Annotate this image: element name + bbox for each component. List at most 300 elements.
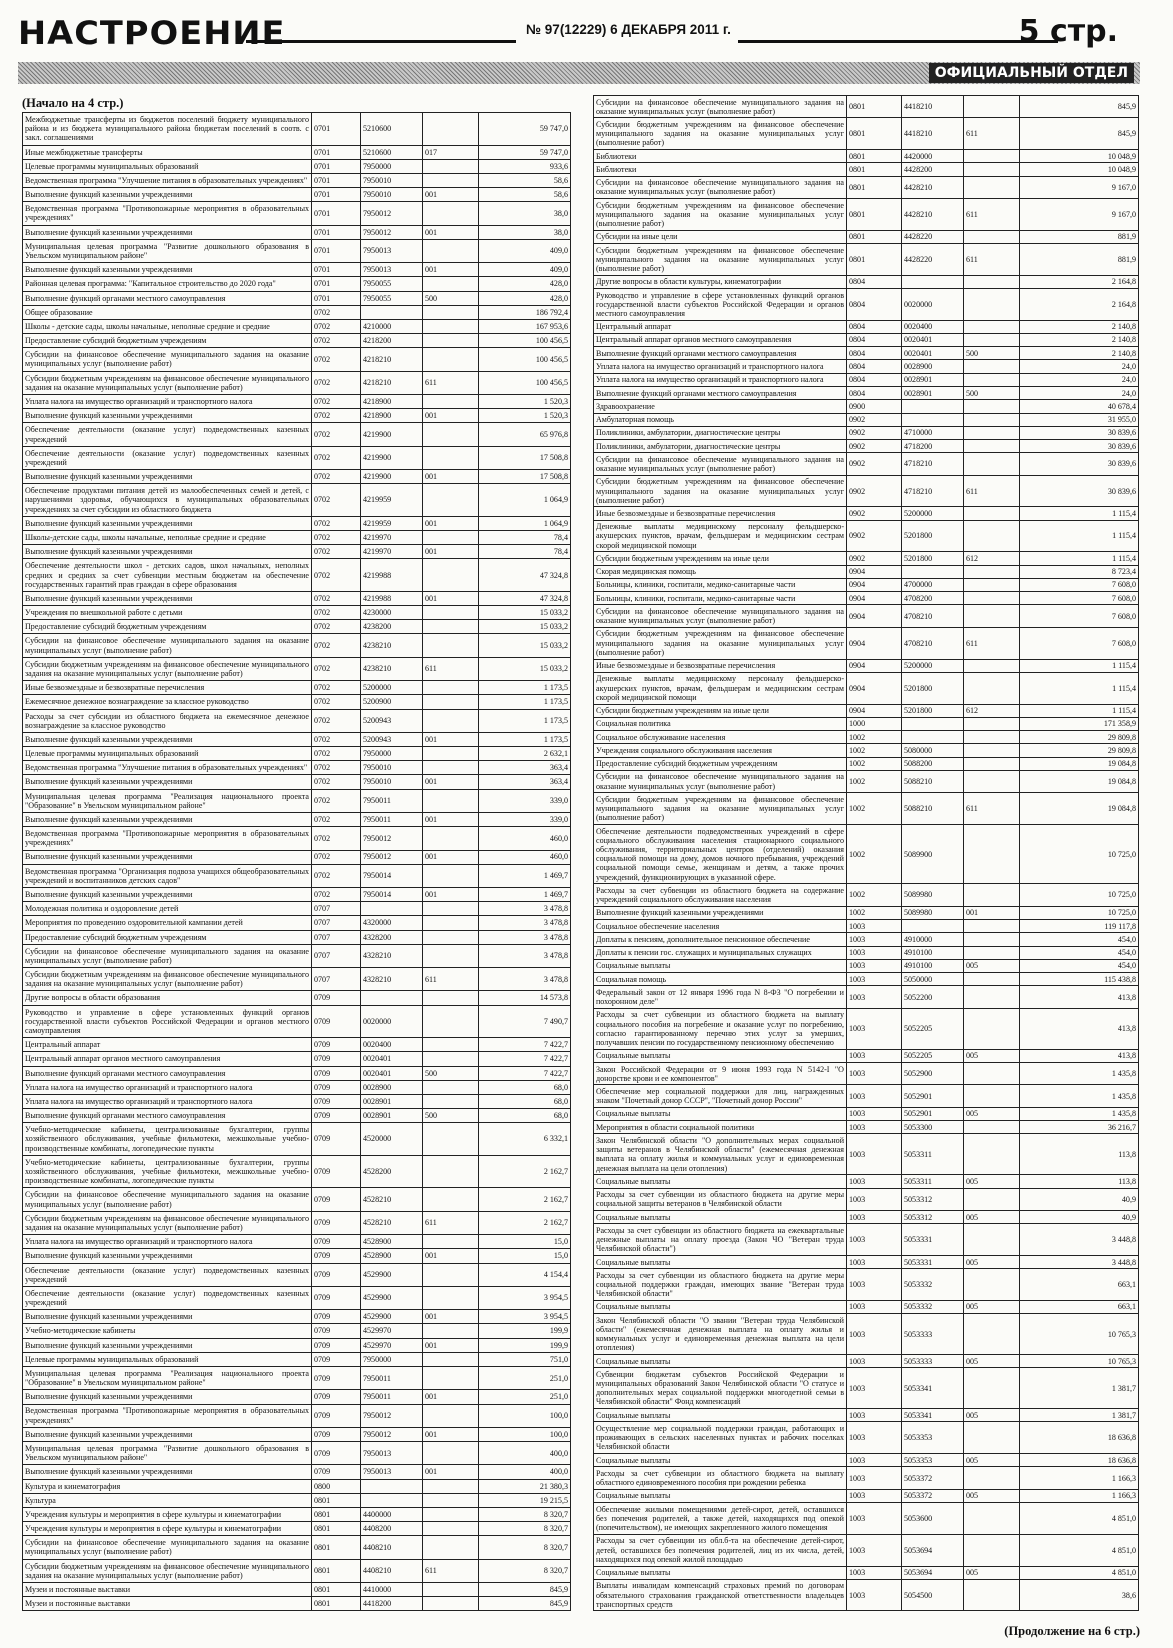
- expense-type: [964, 453, 1020, 475]
- target-code: 4708210: [902, 627, 964, 659]
- expense-type: [423, 1583, 479, 1597]
- expense-type: 001: [423, 188, 479, 202]
- amount: 1 469,7: [479, 888, 571, 902]
- row-name: Выполнение функций казенными учреждениями: [23, 1465, 312, 1479]
- expense-type: [964, 933, 1020, 946]
- row-name: Учреждения культуры и мероприятия в сфере культуры и кинематографии: [23, 1507, 312, 1521]
- section-code: 1003: [847, 933, 902, 946]
- target-code: 4529900: [361, 1263, 423, 1286]
- target-code: 5201800: [902, 704, 964, 717]
- row-name: Осуществление мер социальной поддержки граждан, работающих и проживающих в сельских населенных пунктах и рабочих поселках Челябинской области: [594, 1422, 847, 1454]
- row-name: Молодежная политика и оздоровление детей: [23, 902, 312, 916]
- amount: 3 478,8: [479, 916, 571, 930]
- table-row: [23, 516, 571, 530]
- expense-type: [964, 770, 1020, 792]
- section-code: 0801: [847, 176, 902, 198]
- target-code: 0020401: [902, 333, 964, 346]
- table-row: [594, 757, 1139, 770]
- table-row: [23, 1235, 571, 1249]
- section-code: 0702: [312, 888, 361, 902]
- row-name: Социальные выплаты: [594, 1211, 847, 1224]
- section-code: 0702: [312, 484, 361, 517]
- amount: 15,0: [479, 1249, 571, 1263]
- table-row: [594, 520, 1139, 552]
- table-row: [23, 620, 571, 634]
- amount: 58,6: [479, 188, 571, 202]
- amount: 31 955,0: [1020, 413, 1139, 426]
- row-name: Руководство и управление в сфере установленных функций органов государственной власти субъектов Российской Федерации и органов местного самоуправления: [594, 289, 847, 321]
- amount: 1 520,3: [479, 409, 571, 423]
- amount: 4 154,4: [479, 1263, 571, 1286]
- table-row: [23, 991, 571, 1005]
- row-name: Расходы за счет субвенции из областного бюджета на другие меры социальной защиты ветеранов в Челябинской области: [594, 1188, 847, 1210]
- amount: 100,0: [479, 1427, 571, 1441]
- target-code: [902, 717, 964, 730]
- section-code: 0900: [847, 400, 902, 413]
- row-name: Музеи и постоянные выставки: [23, 1597, 312, 1611]
- section-code: 1003: [847, 1175, 902, 1188]
- target-code: 5200000: [902, 507, 964, 520]
- amount: 1 115,4: [1020, 520, 1139, 552]
- amount: 409,0: [479, 263, 571, 277]
- section-code: 0709: [312, 1080, 361, 1094]
- table-row: [23, 530, 571, 544]
- table-row: [23, 470, 571, 484]
- row-name: Субсидии на финансовое обеспечение муниципального задания на оказание муниципальных услуг (выполнение работ): [23, 1188, 312, 1211]
- section-code: 0709: [312, 1366, 361, 1389]
- row-name: Субсидии бюджетным учреждениям на иные цели: [594, 552, 847, 565]
- expense-type: [964, 507, 1020, 520]
- amount: 40,9: [1020, 1188, 1139, 1210]
- expense-type: [423, 709, 479, 732]
- target-code: 7950012: [361, 225, 423, 239]
- amount: 1 435,8: [1020, 1085, 1139, 1107]
- expense-type: [964, 320, 1020, 333]
- row-name: Субсидии на финансовое обеспечение муниципального задания на оказание муниципальных услуг (выполнение работ): [594, 453, 847, 475]
- table-row: [23, 173, 571, 187]
- target-code: 7950011: [361, 1390, 423, 1404]
- amount: 30 839,6: [1020, 440, 1139, 453]
- amount: 1 173,5: [479, 695, 571, 709]
- target-code: 5050000: [902, 973, 964, 986]
- section-code: 0804: [847, 373, 902, 386]
- row-name: Муниципальная целевая программа "Развитие дошкольного образования в Увельском муниципальном районе": [23, 1442, 312, 1465]
- row-name: Центральный аппарат: [594, 320, 847, 333]
- row-name: Учебно-методические кабинеты: [23, 1324, 312, 1338]
- target-code: 5200000: [902, 659, 964, 672]
- table-row: [23, 202, 571, 225]
- expense-type: 001: [423, 409, 479, 423]
- section-code: 0804: [847, 387, 902, 400]
- amount: 19 084,8: [1020, 793, 1139, 825]
- table-row: [594, 552, 1139, 565]
- row-name: Социальные выплаты: [594, 1300, 847, 1313]
- row-name: Доплаты к пенсиям, дополнительное пенсионное обеспечение: [594, 933, 847, 946]
- row-name: Выполнение функций казенными учреждениями: [23, 516, 312, 530]
- expense-type: [964, 973, 1020, 986]
- table-row: [594, 744, 1139, 757]
- table-row: [594, 1211, 1139, 1224]
- amount: 663,1: [1020, 1269, 1139, 1301]
- target-code: 7950055: [361, 277, 423, 291]
- table-row: [23, 864, 571, 887]
- amount: 1 115,4: [1020, 704, 1139, 717]
- amount: 15 033,2: [479, 657, 571, 680]
- expense-type: [423, 1324, 479, 1338]
- table-row: [594, 920, 1139, 933]
- table-row: [23, 1583, 571, 1597]
- target-code: 5052901: [902, 1107, 964, 1120]
- row-name: Обеспечение деятельности (оказание услуг) подведомственных казенных учреждений: [23, 446, 312, 469]
- row-name: Обеспечение деятельности школ - детских садов, школ начальных, неполных средних и средних за счет субвенции местным бюджетам на обеспечение государственных гарантий прав граждан в сфере образования: [23, 559, 312, 592]
- section-code: 0709: [312, 1263, 361, 1286]
- amount: 47 324,8: [479, 559, 571, 592]
- section-code: 1003: [847, 1224, 902, 1256]
- table-row: [23, 1352, 571, 1366]
- amount: 3 954,5: [479, 1310, 571, 1324]
- continued-from-note: (Начало на 4 стр.): [22, 96, 124, 110]
- target-code: 7950012: [361, 827, 423, 850]
- expense-type: 005: [964, 1175, 1020, 1188]
- amount: 409,0: [479, 239, 571, 262]
- target-code: 0028901: [902, 373, 964, 386]
- row-name: Муниципальная целевая программа "Реализация национального проекта "Образование" в Увельском муниципальном районе": [23, 789, 312, 812]
- row-name: Другие вопросы в области образования: [23, 991, 312, 1005]
- table-row: [594, 884, 1139, 906]
- section-code: 0702: [312, 864, 361, 887]
- row-name: Субвенции бюджетам субъектов Российской Федерации и муниципальных образований Закон Челябинской области "О статусе и дополнительных мерах социальной поддержки многодетной семьи в Челябинской области" Фонд компенсаций: [594, 1368, 847, 1409]
- amount: 100 456,5: [479, 371, 571, 394]
- section-code: 0902: [847, 453, 902, 475]
- amount: 7 490,7: [479, 1005, 571, 1038]
- expense-type: [964, 520, 1020, 552]
- expense-type: [964, 672, 1020, 704]
- row-name: Ведомственная программа "Противопожарные мероприятия в образовательных учреждениях": [23, 1404, 312, 1427]
- amount: 10 725,0: [1020, 906, 1139, 919]
- amount: 9 167,0: [1020, 199, 1139, 231]
- amount: 199,9: [479, 1324, 571, 1338]
- target-code: 4528210: [361, 1211, 423, 1234]
- target-code: 5200000: [361, 681, 423, 695]
- row-name: Иные безвозмездные и безвозвратные перечисления: [594, 659, 847, 672]
- row-name: Выполнение функций казенными учреждениями: [23, 409, 312, 423]
- table-row: [23, 1404, 571, 1427]
- amount: 460,0: [479, 850, 571, 864]
- target-code: 4219900: [361, 446, 423, 469]
- table-row: [23, 930, 571, 944]
- target-code: 5210600: [361, 113, 423, 146]
- target-code: 0028900: [902, 360, 964, 373]
- table-row: [594, 1008, 1139, 1049]
- row-name: Выполнение функций казенными учреждениями: [23, 1310, 312, 1324]
- amount: 19 084,8: [1020, 757, 1139, 770]
- section-code: 0904: [847, 592, 902, 605]
- amount: 1 520,3: [479, 394, 571, 408]
- target-code: 5053372: [902, 1489, 964, 1502]
- row-name: Выполнение функций казенными учреждениями: [23, 850, 312, 864]
- table-row: [594, 347, 1139, 360]
- target-code: 4520000: [361, 1123, 423, 1156]
- issue-date: № 97(12229) 6 ДЕКАБРЯ 2011 г.: [526, 22, 731, 37]
- row-name: Социальные выплаты: [594, 1454, 847, 1467]
- expense-type: [423, 202, 479, 225]
- section-code: 0702: [312, 470, 361, 484]
- expense-type: 611: [964, 793, 1020, 825]
- row-name: Выполнение функций органами местного самоуправления: [594, 347, 847, 360]
- table-row: [594, 1188, 1139, 1210]
- row-name: Предоставление субсидий бюджетным учреждениям: [23, 930, 312, 944]
- table-row: [23, 1390, 571, 1404]
- expense-type: [964, 440, 1020, 453]
- row-name: Выполнение функций казенными учреждениями: [23, 1338, 312, 1352]
- row-name: Ведомственная программа "Организация подвоза учащихся общеобразовательных учреждений и воспитанников детских садов": [23, 864, 312, 887]
- section-code: 0707: [312, 968, 361, 991]
- section-code: 0709: [312, 1286, 361, 1309]
- section-code: 1003: [847, 1134, 902, 1175]
- table-row: [23, 916, 571, 930]
- row-name: Субсидии на иные цели: [594, 230, 847, 243]
- expense-type: [423, 1155, 479, 1188]
- right-column: [593, 95, 1138, 1611]
- amount: 119 117,8: [1020, 920, 1139, 933]
- table-row: [594, 1422, 1139, 1454]
- amount: 10 765,3: [1020, 1314, 1139, 1355]
- section-code: 1003: [847, 1534, 902, 1566]
- target-code: 4210000: [361, 319, 423, 333]
- target-code: 7950011: [361, 789, 423, 812]
- amount: 881,9: [1020, 244, 1139, 276]
- section-code: 0902: [847, 507, 902, 520]
- expense-type: [423, 1005, 479, 1038]
- target-code: 4708200: [902, 592, 964, 605]
- row-name: Уплата налога на имущество организаций и транспортного налога: [23, 394, 312, 408]
- table-row: [594, 1175, 1139, 1188]
- table-row: [594, 1269, 1139, 1301]
- expense-type: [964, 825, 1020, 884]
- section-code: 0702: [312, 446, 361, 469]
- section-code: 0701: [312, 173, 361, 187]
- target-code: 4238210: [361, 657, 423, 680]
- section-code: 0801: [312, 1522, 361, 1536]
- continued-to-note: (Продолжение на 6 стр.): [1004, 1624, 1140, 1638]
- amount: 1 173,5: [479, 732, 571, 746]
- target-code: 5052200: [902, 986, 964, 1008]
- target-code: 5052205: [902, 1049, 964, 1062]
- section-code: 1002: [847, 906, 902, 919]
- table-row: [23, 188, 571, 202]
- row-name: Районная целевая программа: "Капитальное строительство до 2020 года": [23, 277, 312, 291]
- row-name: Центральный аппарат: [23, 1038, 312, 1052]
- section-code: 1003: [847, 1256, 902, 1269]
- expense-type: [423, 113, 479, 146]
- amount: 7 608,0: [1020, 592, 1139, 605]
- target-code: 5053332: [902, 1300, 964, 1313]
- table-row: [594, 1085, 1139, 1107]
- table-row: [23, 827, 571, 850]
- row-name: Расходы за счет субвенции из областного бюджета на ежеквартальные денежные выплаты на оплату проезда (Закон ЧО "Ветеран труда Челябинской области"): [594, 1224, 847, 1256]
- row-name: Субсидии на финансовое обеспечение муниципального задания на оказание муниципальных услуг (выполнение работ): [23, 944, 312, 967]
- table-row: [594, 373, 1139, 386]
- amount: 59 747,0: [479, 145, 571, 159]
- table-row: [594, 96, 1139, 118]
- expense-type: [423, 1522, 479, 1536]
- amount: 3 478,8: [479, 902, 571, 916]
- target-code: 4230000: [361, 606, 423, 620]
- section-code: 0801: [312, 1536, 361, 1559]
- section-code: 0702: [312, 305, 361, 319]
- amount: 2 140,8: [1020, 347, 1139, 360]
- row-name: Субсидии бюджетным учреждениям на финансовое обеспечение муниципального задания на оказание муниципальных услуг (выполнение работ): [594, 793, 847, 825]
- section-code: 0709: [312, 1324, 361, 1338]
- section-code: 0902: [847, 440, 902, 453]
- target-code: 0020000: [361, 1005, 423, 1038]
- expense-type: [423, 1479, 479, 1493]
- section-code: 0701: [312, 202, 361, 225]
- table-row: [594, 672, 1139, 704]
- row-name: Социальная помощь: [594, 973, 847, 986]
- expense-type: 001: [423, 1310, 479, 1324]
- expense-type: 001: [423, 591, 479, 605]
- amount: 7 608,0: [1020, 605, 1139, 627]
- expense-type: 611: [423, 968, 479, 991]
- target-code: 7950013: [361, 1442, 423, 1465]
- target-code: [361, 1479, 423, 1493]
- row-name: Субсидии на финансовое обеспечение муниципального задания на оказание муниципальных услуг (выполнение работ): [23, 1536, 312, 1559]
- table-row: [23, 1080, 571, 1094]
- table-row: [594, 475, 1139, 507]
- expense-type: [423, 827, 479, 850]
- table-row: [23, 1536, 571, 1559]
- target-code: 5200943: [361, 732, 423, 746]
- amount: 36 216,7: [1020, 1121, 1139, 1134]
- section-code: 1003: [847, 1489, 902, 1502]
- amount: 40,9: [1020, 1211, 1139, 1224]
- table-row: [23, 1188, 571, 1211]
- row-name: Иные межбюджетные трансферты: [23, 145, 312, 159]
- amount: 1 381,7: [1020, 1409, 1139, 1422]
- amount: 3 954,5: [479, 1286, 571, 1309]
- table-row: [594, 387, 1139, 400]
- section-code: 0702: [312, 775, 361, 789]
- target-code: 5089900: [902, 825, 964, 884]
- expense-type: 001: [423, 1338, 479, 1352]
- section-code: 0701: [312, 113, 361, 146]
- target-code: 0020400: [361, 1038, 423, 1052]
- row-name: Иные безвозмездные и безвозвратные перечисления: [594, 507, 847, 520]
- expense-type: [423, 1493, 479, 1507]
- expense-type: [964, 946, 1020, 959]
- target-code: 7950014: [361, 888, 423, 902]
- target-code: [361, 902, 423, 916]
- expense-type: [964, 1579, 1020, 1611]
- row-name: Общее образование: [23, 305, 312, 319]
- section-code: 0701: [312, 145, 361, 159]
- amount: 24,0: [1020, 387, 1139, 400]
- target-code: 0020400: [902, 320, 964, 333]
- expense-type: 500: [964, 387, 1020, 400]
- target-code: 0028901: [361, 1109, 423, 1123]
- table-row: [594, 704, 1139, 717]
- expense-type: 001: [423, 1249, 479, 1263]
- expense-type: 611: [964, 475, 1020, 507]
- row-name: Учебно-методические кабинеты, централизованные бухгалтерии, группы хозяйственного обслуживания, учебные фильмотеки, межшкольные учебно-производственные комбинаты, логопедические пункты: [23, 1123, 312, 1156]
- expense-type: [964, 373, 1020, 386]
- amount: 15 033,2: [479, 606, 571, 620]
- amount: 10 048,9: [1020, 150, 1139, 163]
- target-code: 4400000: [361, 1507, 423, 1521]
- table-row: [23, 902, 571, 916]
- section-code: 0702: [312, 634, 361, 657]
- masthead: [18, 10, 1140, 56]
- expense-type: [964, 289, 1020, 321]
- amount: 251,0: [479, 1390, 571, 1404]
- row-name: Расходы за счет субвенции из областного бюджета на другие меры социальной поддержки граждан, имеющих звание "Ветеран труда Челябинской области": [594, 1269, 847, 1301]
- section-code: 1003: [847, 1454, 902, 1467]
- amount: 4 851,0: [1020, 1534, 1139, 1566]
- section-code: 0804: [847, 320, 902, 333]
- table-row: [594, 1467, 1139, 1489]
- table-row: [594, 1489, 1139, 1502]
- section-code: 0904: [847, 578, 902, 591]
- expense-type: 611: [423, 1211, 479, 1234]
- table-row: [594, 333, 1139, 346]
- section-code: 0702: [312, 591, 361, 605]
- expense-type: [964, 1134, 1020, 1175]
- target-code: 5053353: [902, 1454, 964, 1467]
- target-code: 4529970: [361, 1338, 423, 1352]
- expense-type: [964, 659, 1020, 672]
- section-code: 0801: [312, 1507, 361, 1521]
- masthead-rule: [246, 40, 516, 43]
- table-row: [23, 1493, 571, 1507]
- amount: 400,0: [479, 1465, 571, 1479]
- table-row: [594, 933, 1139, 946]
- target-code: 4238200: [361, 620, 423, 634]
- row-name: Амбулаторная помощь: [594, 413, 847, 426]
- table-row: [594, 244, 1139, 276]
- section-code: 0707: [312, 916, 361, 930]
- table-row: [23, 1597, 571, 1611]
- expense-type: [423, 305, 479, 319]
- table-row: [594, 1134, 1139, 1175]
- section-code: 0707: [312, 930, 361, 944]
- expense-type: [423, 916, 479, 930]
- expense-type: [423, 761, 479, 775]
- target-code: 4708210: [902, 605, 964, 627]
- target-code: 4219970: [361, 530, 423, 544]
- section-code: 0804: [847, 360, 902, 373]
- target-code: [902, 565, 964, 578]
- row-name: Субсидии на финансовое обеспечение муниципального задания на оказание муниципальных услуг (выполнение работ): [23, 348, 312, 371]
- expense-type: 017: [423, 145, 479, 159]
- table-row: [594, 825, 1139, 884]
- amount: 38,0: [479, 225, 571, 239]
- row-name: Социальные выплаты: [594, 1256, 847, 1269]
- target-code: 5053312: [902, 1188, 964, 1210]
- table-row: [594, 507, 1139, 520]
- target-code: 4320000: [361, 916, 423, 930]
- amount: 2 164,8: [1020, 289, 1139, 321]
- table-row: [23, 1052, 571, 1066]
- table-row: [23, 1249, 571, 1263]
- target-code: 4528200: [361, 1155, 423, 1188]
- section-code: 1003: [847, 1049, 902, 1062]
- amount: 2 632,1: [479, 747, 571, 761]
- amount: 400,0: [479, 1442, 571, 1465]
- table-row: [23, 1522, 571, 1536]
- row-name: Выполнение функций казенными учреждениями: [23, 545, 312, 559]
- amount: 9 167,0: [1020, 176, 1139, 198]
